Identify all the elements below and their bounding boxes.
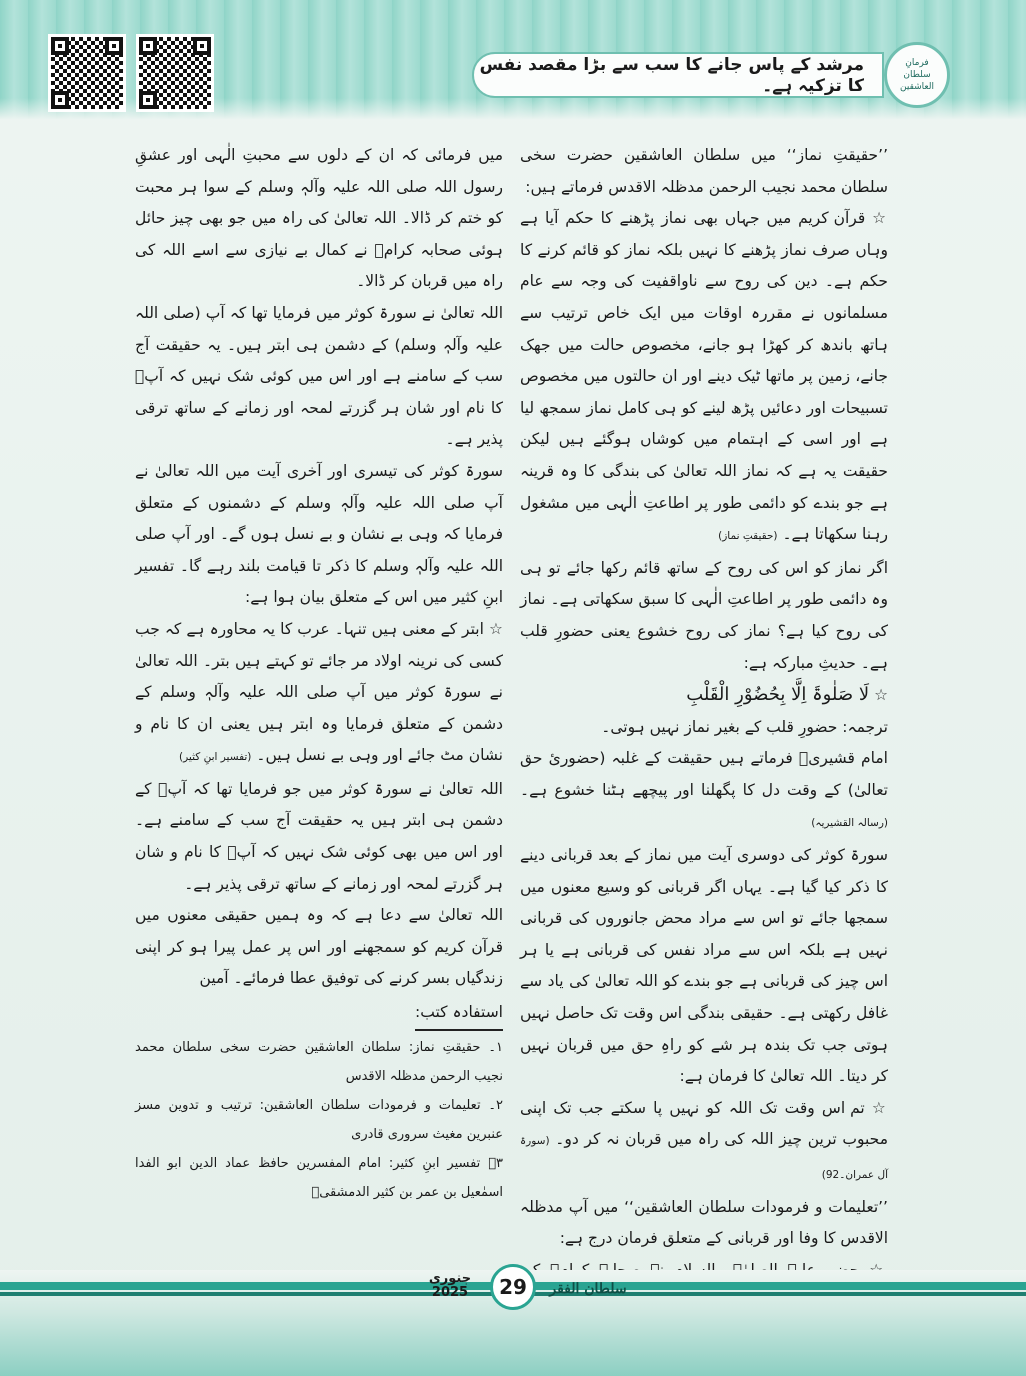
citation: (رسالہ القشیریہ)	[811, 817, 888, 830]
right-column	[520, 140, 888, 1318]
references-list	[135, 1033, 503, 1207]
qr-code[interactable]	[48, 34, 126, 112]
citation: (حقیقتِ نماز)	[718, 530, 778, 543]
paragraph: اللہ تعالیٰ نے سورۃ کوثر میں فرمایا تھا کہ آپ (صلی اللہ علیہ وآلہٖ وسلم) کے دشمن ہی ابتر ہیں۔ یہ حقیقت آج سب کے سامنے ہے اور اس میں کوئی شک نہیں کہ آپؐ کا نام اور شان ہر گزرتے لمحہ اور زمانے کے ساتھ ترقی پذیر ہے۔	[135, 303, 503, 449]
paragraph: سورۃ کوثر کی تیسری اور آخری آیت میں اللہ تعالیٰ نے آپ صلی اللہ علیہ وآلہٖ وسلم کے دشمنوں کے متعلق فرمایا کہ وہی بے نشان و بے نسل ہوں گے۔ اور آپ صلی اللہ علیہ وآلہٖ وسلم کا ذکر تا قیامت بلند رہے گا۔ تفسیر ابنِ کثیر میں اس کے متعلق بیان ہوا ہے:	[135, 461, 503, 607]
issue-year: 2025	[431, 1285, 469, 1300]
citation: (تفسیر ابنِ کثیر)	[179, 751, 252, 764]
seal-line-1: فرمانِ	[905, 58, 929, 68]
issue-month: جنوری	[428, 1271, 472, 1286]
paragraph: اگر نماز کو اس کی روح کے ساتھ قائم رکھا جائے تو ہی وہ دائمی طور پر اطاعتِ الٰہی کا سبق سکھاتی ہے۔ نماز کی روح کیا ہے؟ نماز کی روح خشوع یعنی حضورِ قلب ہے۔ حدیثِ مبارکہ ہے:	[520, 558, 888, 672]
paragraph: میں فرمائی کہ ان کے دلوں سے محبتِ الٰہی اور عشقِ رسول اللہ صلی اللہ علیہ وآلہٖ وسلم کے سوا ہر محبت کو ختم کر ڈالا۔ اللہ تعالیٰ کی راہ میں جو بھی چیز حائل ہوئی صحابہ کرامؓ نے کمال بے نیازی سے اسے اللہ کی راہ میں قربان کر ڈالا۔	[135, 146, 503, 291]
paragraph: سورۃ کوثر کی دوسری آیت میں نماز کے بعد قربانی دینے کا ذکر کیا گیا ہے۔ یہاں اگر قربانی کو وسیع معنوں میں سمجھا جائے تو اس سے مراد محض جانوروں کی قربانی نہیں ہے بلکہ اس سے مراد نفس کی قربانی ہے یا ہر اس چیز کی قربانی ہے جو بندے کو اللہ تعالیٰ کی یاد سے غافل رکھتی ہے۔ حقیقی بندگی اس وقت تک حاصل نہیں ہوتی جب تک بندہ ہر شے کو راہِ حق میں قربان نہیں کر دیتا۔ اللہ تعالیٰ کا فرمان ہے:	[520, 846, 888, 1086]
reference-item: ۱۔ حقیقتِ نماز: سلطان العاشقین حضرت سخی سلطان محمد نجیب الرحمن مدظلہ الاقدس	[135, 1039, 503, 1084]
paragraph: ☆ ابتر کے معنی ہیں تنہا۔ عرب کا یہ محاورہ ہے کہ جب کسی کی نرینہ اولاد مر جائے تو کہتے ہیں بتر۔ اللہ تعالیٰ نے سورۃ کوثر میں آپ صلی اللہ علیہ وآلہٖ وسلم کے دشمن کے متعلق فرمایا وہ ابتر ہیں یعنی ان کا نام و نشان مٹ جائے اور وہی بے نسل ہیں۔ (تفسیر ابنِ کثیر)	[135, 619, 503, 765]
star-icon: ☆	[874, 686, 888, 705]
star-icon: ☆	[488, 619, 503, 638]
star-icon: ☆	[871, 1098, 888, 1117]
seal-badge	[884, 42, 950, 108]
paragraph: ☆ قرآن کریم میں جہاں بھی نماز پڑھنے کا حکم آیا ہے وہاں صرف نماز پڑھنے کا نہیں بلکہ نماز کو قائم کرنے کا حکم ہے۔ دین کی روح سے ناواقفیت کی وجہ سے عام مسلمانوں نے مقررہ اوقات میں ایک خاص ترتیب سے ہاتھ باندھ کر کھڑا ہو جانے، مخصوص حالت میں جھک جانے، زمین پر ماتھا ٹیک دینے اور ان حالتوں میں مخصوص تسبیحات اور دعائیں پڑھ لینے کو ہی کامل نماز سمجھ لیا ہے اور اسی کے اہتمام میں کوشاں ہوگئے ہیں لیکن حقیقت یہ ہے کہ نماز اللہ تعالیٰ کی بندگی کا وہ قرینہ ہے جو بندے کو دائمی طور پر اطاعتِ الٰہی میں مشغول رہنا سکھاتا ہے۔ (حقیقتِ نماز)	[520, 209, 888, 544]
paragraph: اللہ تعالیٰ سے دعا ہے کہ وہ ہمیں حقیقی معنوں میں قرآن کریم کو سمجھنے اور اس پر عمل پیرا ہو کر اپنی زندگیاں بسر کرنے کی توفیق عطا فرمائے۔ آمین	[135, 906, 503, 988]
paragraph: ترجمہ: حضورِ قلب کے بغیر نماز نہیں ہوتی۔	[601, 717, 888, 736]
issue-date	[420, 1272, 480, 1300]
star-icon: ☆	[872, 209, 888, 228]
paragraph: امام قشیریؒ فرماتے ہیں حقیقت کے غلبہ (حضوریٔ حق تعالیٰ) کے وقت دل کا پگھلنا اور پیچھے ہٹنا خشوع ہے۔ (رسالہ القشیریہ)	[520, 749, 888, 830]
seal-line-2: سلطان العاشقین	[900, 70, 934, 92]
paragraph: ’’تعلیمات و فرمودات سلطان العاشقین‘‘ میں آپ مدظلہ الاقدس کا وفا اور قربانی کے متعلق فرمان درج ہے:	[520, 1197, 888, 1248]
magazine-logo: سلطان الفقر	[549, 1281, 627, 1297]
header-quote: مرشد کے پاس جانے کا سب سے بڑا مقصد نفس کا تزکیہ ہے۔	[472, 52, 884, 98]
paragraph: اللہ تعالیٰ نے سورۃ کوثر میں جو فرمایا تھا کہ آپؐ کے دشمن ہی ابتر ہیں یہ حقیقت آج سب کے سامنے ہے۔ اور اس میں بھی کوئی شک نہیں کہ آپؐ کا نام و شان ہر گزرتے لمحہ اور زمانے کے ساتھ ترقی پذیر ہے۔	[135, 779, 503, 893]
qr-code[interactable]	[136, 34, 214, 112]
hadith: ☆ لَا صَلٰوۃَ اِلَّا بِحُضُوْرِ الْقَلْبِ	[686, 684, 888, 706]
reference-item: ۲۔ تعلیمات و فرمودات سلطان العاشقین: ترتیب و تدوین مسز عنبرین مغیث سروری قادری	[135, 1097, 503, 1142]
citation: (سورۃ آل عمران۔92)	[520, 1135, 888, 1181]
page-number: 29	[490, 1264, 536, 1310]
paragraph: ☆ تم اس وقت تک اللہ کو نہیں پا سکتے جب تک اپنی محبوب ترین چیز اللہ کی راہ میں قربان نہ کر دو۔ (سورۃ آل عمران۔92)	[520, 1098, 888, 1181]
paragraph: ’’حقیقتِ نماز‘‘ میں سلطان العاشقین حضرت سخی سلطان محمد نجیب الرحمن مدظلہ الاقدس فرماتے ہیں:	[520, 146, 888, 196]
left-column	[135, 140, 503, 1207]
references-heading: استفادہ کتب:	[135, 995, 503, 1031]
reference-item: ۳۔ تفسیر ابنِ کثیر: امام المفسرین حافظ عماد الدین ابو الفدا اسمٰعیل بن عمر بن کثیر الدمشقیؒ	[135, 1155, 503, 1200]
